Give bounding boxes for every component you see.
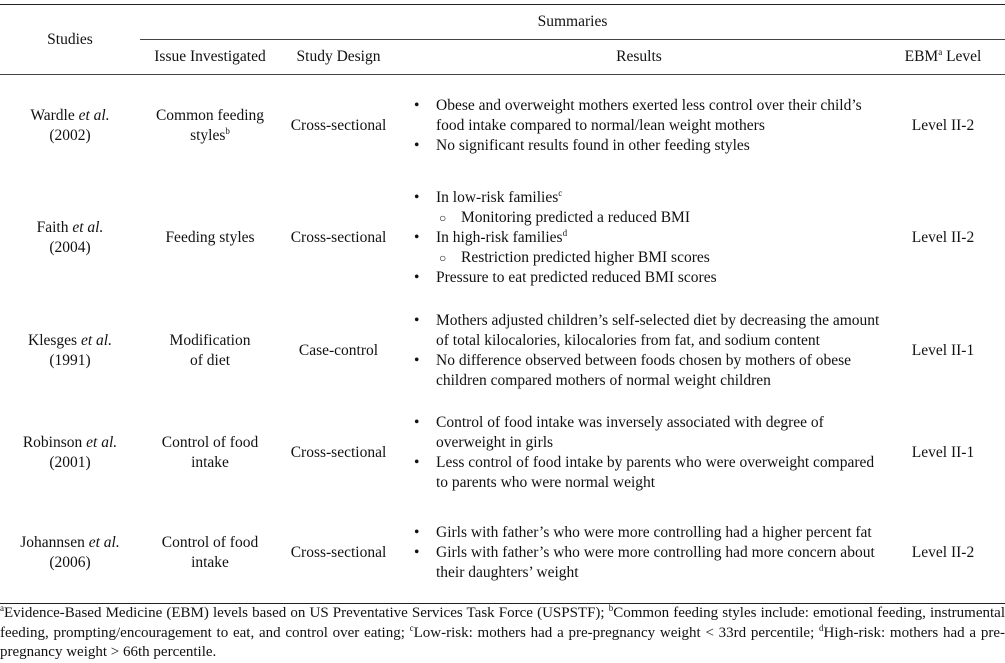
results-cell <box>397 75 881 177</box>
issue-line: of diet <box>189 351 231 369</box>
ebm-level-cell: Level II-1 <box>911 443 975 461</box>
issue-line: Common feeding <box>155 106 265 124</box>
table-footnote <box>0 604 1005 663</box>
result-bullet: • No difference observed between foods chosen by mothers of obese children compared mothers of normal weight children <box>405 351 881 391</box>
header-row-sub <box>0 40 1005 75</box>
study-cell <box>0 177 140 300</box>
study-cell <box>0 75 140 177</box>
header-ebm-level <box>881 40 1005 75</box>
footnote-text: Evidence-Based Medicine (EBM) levels based on US Preventative Services Task Force (USPSTF); <box>4 605 609 621</box>
design-cell: Cross-sectional <box>290 544 387 562</box>
ebm-label: EBM <box>904 48 939 65</box>
results-cell <box>397 177 881 300</box>
ebm-footnote-marker: a <box>938 47 943 57</box>
study-cell <box>0 300 140 402</box>
issue-cell <box>140 504 280 604</box>
study-year: (2001) <box>49 453 91 471</box>
result-bullet <box>405 188 881 208</box>
header-summaries: Summaries <box>537 13 608 30</box>
table-row <box>0 75 1005 177</box>
footnote-text: Common feeding styles include: emotional feeding, instrumental feeding, prompting/encouragement to eat, and control over eating; <box>0 605 1005 641</box>
issue-cell <box>140 75 280 177</box>
result-bullet: • Control of food intake was inversely associated with degree of overweight in girls <box>405 413 881 453</box>
ebm-level-cell: Level II-2 <box>911 229 975 246</box>
result-bullet <box>405 228 881 248</box>
table-row <box>0 402 1005 504</box>
table-row <box>0 177 1005 300</box>
result-bullet: • No significant results found in other feeding styles <box>405 136 881 156</box>
header-issue: Issue Investigated <box>140 40 280 75</box>
design-cell: Case-control <box>298 341 379 359</box>
study-year: (2002) <box>49 126 91 144</box>
design-cell: Cross-sectional <box>290 229 387 246</box>
result-bullet: • Less control of food intake by parents who were overweight compared to parents who were normal weight <box>405 453 881 493</box>
footnote-marker: c <box>558 188 563 198</box>
study-etal: et al. <box>80 331 112 349</box>
study-etal: et al. <box>72 219 104 236</box>
study-author: Faith <box>36 219 69 236</box>
issue-line: Control of food <box>161 433 259 451</box>
issue-line: styles <box>190 126 226 144</box>
ebm-level-cell: Level II-2 <box>911 544 975 562</box>
study-year: (2006) <box>49 554 91 572</box>
header-row-top <box>0 5 1005 40</box>
issue-cell <box>140 300 280 402</box>
ebm-level-cell: Level II-2 <box>911 116 975 134</box>
study-year: (2004) <box>49 239 91 256</box>
table-row <box>0 504 1005 604</box>
study-etal: et al. <box>78 106 110 124</box>
result-bullet: • Girls with father’s who were more controlling had a higher percent fat <box>405 523 881 543</box>
study-cell <box>0 504 140 604</box>
footnote-text: High-risk: mothers had a pre-pregnancy weight > 66th percentile. <box>0 624 1005 660</box>
header-design: Study Design <box>280 40 397 75</box>
ebm-level-label: Level <box>942 48 982 65</box>
footnote-marker: c <box>409 622 414 633</box>
result-bullet: • Obese and overweight mothers exerted less control over their child’s food intake compared to normal/lean weight mothers <box>405 96 881 136</box>
result-bullet: • Girls with father’s who were more controlling had more concern about their daughters’ weight <box>405 543 881 583</box>
study-year: (1991) <box>49 351 91 369</box>
issue-line: Control of food <box>161 534 259 552</box>
footnote-marker: a <box>0 603 4 613</box>
issue-line: Modification <box>169 331 251 349</box>
header-studies: Studies <box>47 30 93 48</box>
result-bullet: • Mothers adjusted children’s self-selected diet by decreasing the amount of total kilocalories, kilocalories from fat, and sodium content <box>405 311 881 351</box>
result-sub-bullet: ○ Restriction predicted higher BMI scores <box>405 248 881 268</box>
issue-line: intake <box>191 554 229 572</box>
results-cell <box>397 402 881 504</box>
study-author: Klesges <box>28 331 78 349</box>
study-cell <box>0 402 140 504</box>
footnote-marker: b <box>608 603 614 613</box>
result-text: In high-risk families <box>436 229 563 246</box>
design-cell: Cross-sectional <box>290 443 387 461</box>
footnote-marker: d <box>562 228 568 238</box>
footnote-text: Low-risk: mothers had a pre-pregnancy weight < 33rd percentile; <box>413 624 819 641</box>
footnote-marker: b <box>225 125 230 136</box>
issue-cell <box>140 402 280 504</box>
header-results: Results <box>397 40 881 75</box>
study-author: Wardle <box>30 106 75 124</box>
study-etal: et al. <box>88 534 120 552</box>
footnote-marker: d <box>819 622 824 633</box>
study-author: Johannsen <box>20 534 85 552</box>
study-author: Robinson <box>22 433 83 451</box>
result-text: In low-risk families <box>436 189 559 206</box>
result-sub-bullet: ○ Monitoring predicted a reduced BMI <box>405 208 881 228</box>
design-cell: Cross-sectional <box>290 116 387 134</box>
summary-table <box>0 4 1005 604</box>
issue-cell: Feeding styles <box>165 229 255 246</box>
results-cell <box>397 300 881 402</box>
results-cell <box>397 504 881 604</box>
study-etal: et al. <box>86 433 118 451</box>
issue-line: intake <box>191 453 229 471</box>
result-bullet: • Pressure to eat predicted reduced BMI scores <box>405 268 881 288</box>
table-row <box>0 300 1005 402</box>
ebm-level-cell: Level II-1 <box>911 341 975 359</box>
